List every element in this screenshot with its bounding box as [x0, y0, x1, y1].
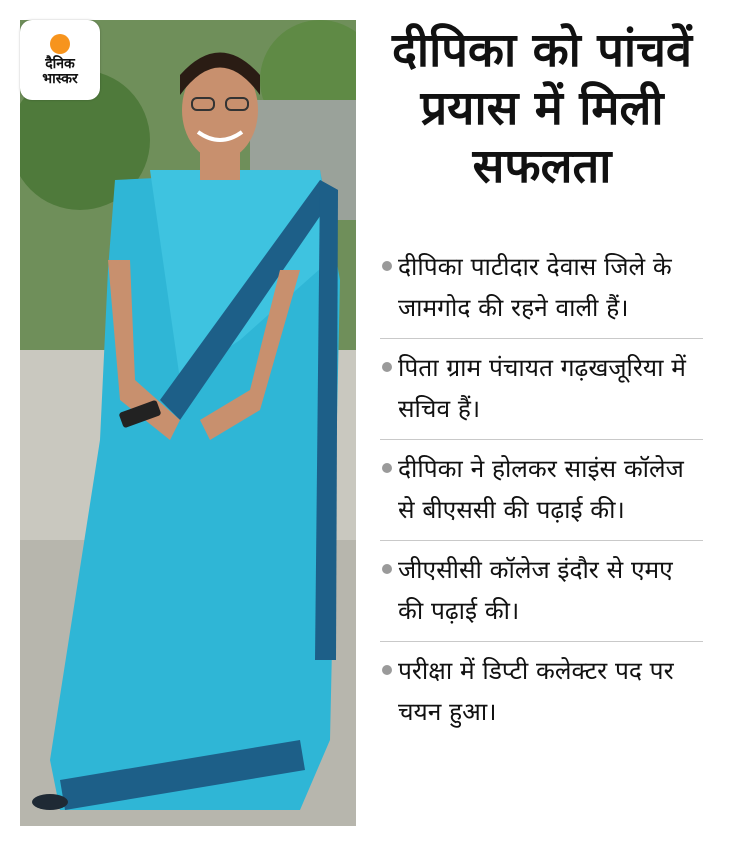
- fact-item: [380, 440, 703, 541]
- fact-text: दीपिका ने होलकर साइंस कॉलेज से बीएससी की पढ़ाई की।: [398, 454, 684, 524]
- photo: [20, 20, 356, 826]
- fact-item: [380, 339, 703, 440]
- fact-item: [380, 642, 703, 742]
- fact-text: जीएसीसी कॉलेज इंदौर से एमए की पढ़ाई की।: [398, 555, 673, 625]
- sun-icon: [50, 34, 70, 54]
- facts-list: [380, 238, 703, 742]
- fact-text: दीपिका पाटीदार देवास जिले के जामगोद की रहने वाली हैं।: [398, 252, 672, 322]
- bullet-icon: [382, 564, 392, 574]
- bullet-icon: [382, 362, 392, 372]
- bullet-icon: [382, 665, 392, 675]
- headline: दीपिका को पांचवें प्रयास में मिली सफलता: [391, 23, 693, 194]
- logo-line2: भास्कर: [42, 70, 78, 87]
- dainik-bhaskar-logo: [20, 20, 100, 100]
- fact-item: [380, 541, 703, 642]
- bullet-icon: [382, 261, 392, 271]
- fact-text: पिता ग्राम पंचायत गढ़खजूरिया में सचिव हैं।: [398, 353, 686, 423]
- bullet-icon: [382, 463, 392, 473]
- fact-text: परीक्षा में डिप्टी कलेक्टर पद पर चयन हुआ।: [398, 656, 674, 726]
- fact-item: [380, 238, 703, 339]
- woman-in-saree-image: [20, 20, 356, 826]
- logo-line1: दैनिक: [45, 55, 75, 72]
